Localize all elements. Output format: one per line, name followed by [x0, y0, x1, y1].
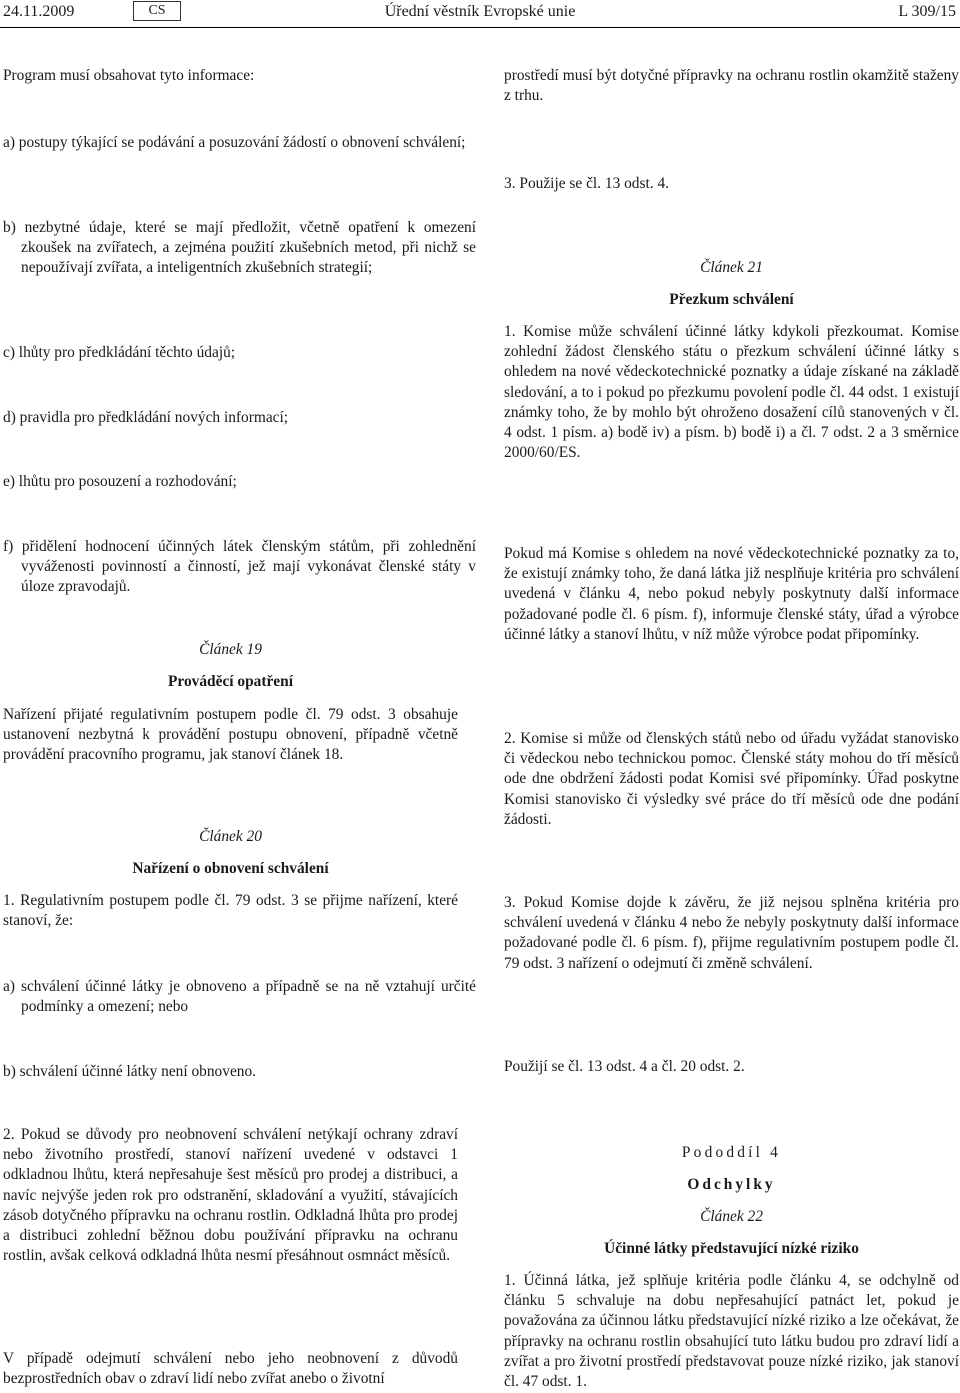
paragraph-3: 3. Použije se čl. 13 odst. 4. — [504, 175, 670, 192]
program-item-c: c) lhůty pro předkládání těchto údajů; — [3, 344, 236, 361]
article-20-paragraph-1: 1. Regulativním postupem podle čl. 79 odst. 3 se přijme nařízení, které stanoví, že: — [3, 892, 458, 930]
subsection-number: Pododdíl 4 — [681, 1144, 782, 1161]
paragraph-continuation: prostředí musí být dotyčné přípravky na ochranu rostlin okamžitě staženy z trhu. — [504, 67, 959, 105]
program-item-d: d) pravidla pro předkládání nových informací; — [3, 409, 289, 426]
publication-date: 24.11.2009 — [3, 3, 75, 20]
subsection-title: Odchylky — [687, 1176, 776, 1193]
article-21-paragraph-cont: Pokud má Komise s ohledem na nové vědeckotechnické poznatky za to, že existují známky toho, že daná látka již nesplňuje kritéria pro schválení uvedená v článku 4, nebo pokud nebyly poskytnuty další informace požadované podle čl. 6 písm. f), informuje členské státy, úřad a výrobce účinné látky a stanoví lhůtu, v níž může výrobce podat připomínky. — [504, 545, 959, 643]
language-badge: CS — [133, 1, 181, 21]
program-item-a: a) postupy týkající se podávání a posuzování žádostí o obnovení schválení; — [3, 134, 466, 151]
article-20-title: Nařízení o obnovení schválení — [132, 860, 329, 877]
program-intro: Program musí obsahovat tyto informace: — [3, 67, 255, 84]
article-21-paragraph-3: 3. Pokud Komise dojde k závěru, že již nejsou splněna kritéria pro schválení uvedená v článku 4 nebo že nebyly poskytnuty další informace požadované podle čl. 6 písm. f), přijme regulativním postupem podle čl. 79 odst. 3 nařízení o odejmutí či změně schválení. — [504, 894, 959, 972]
article-22-number: Článek 22 — [700, 1208, 763, 1225]
program-item-f: f) přidělení hodnocení účinných látek členským státům, při zohlednění vyváženosti povinností a činností, jež mají vykonávat členské státy v úloze zpravodajů. — [3, 538, 476, 596]
article-20-paragraph-2: 2. Pokud se důvody pro neobnovení schválení netýkají ochrany zdraví nebo životního prostředí, stanoví nařízení uvedené v odstavci 1 odkladnou lhůtu, která nepřesahuje šest měsíců pro prodej a distribuci, a navíc nejvýše jeden rok pro odstranění, skladování a využití, stávajících zásob dotyčného přípravku na ochranu rostlin. Odkladná lhůta pro prodej a distribuci zohlední běžnou dobu používání přípravku na ochranu rostlin, avšak celková odkladná lhůta nesmí přesáhnout osmnáct měsíců. — [3, 1126, 458, 1265]
program-item-b: b) nezbytné údaje, které se mají předložit, včetně opatření k omezení zkoušek na zvířatech, a zejména použití zkušebních metod, při nichž se nepoužívají zvířata, a inteligentních zkušebních strategií; — [3, 219, 476, 277]
article-20-paragraph-last: V případě odejmutí schválení nebo jeho neobnovení z důvodů bezprostředních obav o zdraví lidí nebo zvířat anebo o životní — [3, 1350, 458, 1388]
article-20-item-a: a) schválení účinné látky je obnoveno a případně se na ně vztahují určité podmínky a omezení; nebo — [3, 978, 476, 1016]
page-reference: L 309/15 — [898, 3, 956, 20]
article-19-number: Článek 19 — [199, 641, 262, 658]
program-item-e: e) lhůtu pro posouzení a rozhodování; — [3, 473, 237, 490]
header-rule — [0, 27, 960, 28]
article-22-title: Účinné látky představující nízké riziko — [604, 1240, 859, 1257]
article-21-number: Článek 21 — [700, 259, 763, 276]
article-21-paragraph-4: Použijí se čl. 13 odst. 4 a čl. 20 odst. 2. — [504, 1058, 745, 1075]
article-20-number: Článek 20 — [199, 828, 262, 845]
article-22-paragraph-1: 1. Účinná látka, jež splňuje kritéria podle článku 4, se odchylně od článku 5 schvaluje na dobu nepřesahující patnáct let, pokud je považována za účinnou látku představující nízké riziko a lze očekávat, že přípravky na ochranu rostlin obsahující tuto látku budou pro zdraví lidí a zvířat a pro životní prostředí představovat pouze nízké riziko, jak stanoví čl. 47 odst. 1. — [504, 1272, 959, 1391]
article-21-title: Přezkum schválení — [669, 291, 794, 308]
article-19-title: Prováděcí opatření — [168, 673, 293, 690]
article-20-item-b: b) schválení účinné látky není obnoveno. — [3, 1063, 257, 1080]
article-19-text: Nařízení přijaté regulativním postupem podle čl. 79 odst. 3 obsahuje ustanovení nezbytná k provádění postupu obnovení, případně včetně provádění pracovního programu, jak stanoví článek 18. — [3, 706, 458, 764]
article-21-paragraph-1: 1. Komise může schválení účinné látky kdykoli přezkoumat. Komise zohlední žádost členského státu o přezkum schválení účinné látky s ohledem na nové vědeckotechnické poznatky a údaje získané na základě sledování, a to i pokud po přezkumu povolení podle čl. 44 odst. 1 existují známky toho, že by mohlo být ohroženo dosažení cílů stanovených v čl. 4 odst. 1 písm. a) bodě iv) a písm. b) bodě i) a čl. 7 odst. 2 a 3 směrnice 2000/60/ES. — [504, 323, 959, 462]
journal-title: Úřední věstník Evropské unie — [384, 3, 576, 20]
article-21-paragraph-2: 2. Komise si může od členských států nebo od úřadu vyžádat stanovisko či vědeckou nebo technickou pomoc. Členské státy mohou do tří měsíců ode dne obdržení žádosti podat Komisi své připomínky. Úřad poskytne Komisi stanovisko či výsledky své práce do tří měsíců ode dne podání žádosti. — [504, 730, 959, 828]
